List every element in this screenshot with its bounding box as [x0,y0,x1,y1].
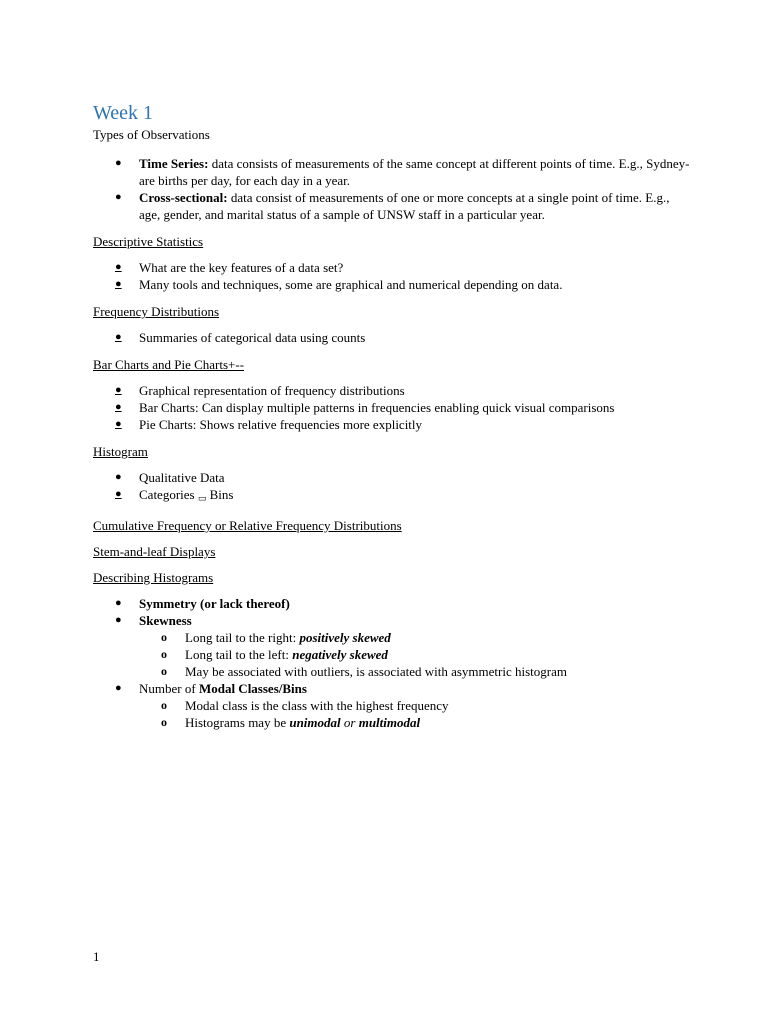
list-item: ● Qualitative Data [115,470,225,485]
subtitle: Types of Observations [93,127,210,142]
bullet-icon: ● [115,471,122,483]
list-item: ● What are the key features of a data set? [115,260,344,275]
list-item: o Histograms may be unimodal or multimodal [161,715,421,730]
section-heading: Descriptive Statistics [93,234,204,249]
sub-bullet-icon: o [161,630,167,644]
list-item: ● Number of Modal Classes/Bins o Modal class is the class with the highest frequency o Histograms may be unimodal or multimodal [93,680,693,731]
list-item: ● Categories ▭ Bins [115,487,234,503]
list-item: ● Many tools and techniques, some are graphical and numerical depending on data. [115,277,563,292]
section-heading: Bar Charts and Pie Charts+-- [93,357,245,372]
document-page [93,100,693,741]
sub-bullet-icon: o [161,698,167,712]
page-number: 1 [93,949,100,964]
list-item: ● Bar Charts: Can display multiple patterns in frequencies enabling quick visual comparisons [115,400,615,415]
frequency-list [93,329,693,346]
histogram-list [93,469,693,507]
list-item: o Long tail to the left: negatively skewed [161,647,388,662]
bullet-icon: ● [115,682,122,694]
list-item: ● Cross-sectional: data consist of measurements of one or more concepts at a single point of time. E.g., age, gender, and marital status of a sample of UNSW staff in a particular year. [115,190,670,222]
section-heading: Histogram [93,444,148,459]
list-item: ● Symmetry (or lack thereof) [115,596,290,611]
page-title: Week 1 [93,102,154,124]
bullet-icon: ● [115,331,122,343]
list-item: ● Pie Charts: Shows relative frequencies more explicitly [115,417,423,432]
bullet-icon: ● [115,418,122,430]
arrow-icon: ▭ [197,493,207,503]
list-item: ● Time Series: data consists of measurements of the same concept at different points of time. E.g., Sydney-are births per day, for each day in a year. [115,156,690,188]
descriptive-list [93,259,693,293]
bullet-icon: ● [115,384,122,396]
section-heading: Frequency Distributions [93,304,220,319]
bullet-icon: ● [115,614,122,626]
list-item: o Long tail to the right: positively skewed [161,630,391,645]
modal-sublist [139,697,693,731]
bullet-icon: ● [115,488,122,500]
bullet-icon: ● [115,401,122,413]
sub-bullet-icon: o [161,664,167,678]
sub-bullet-icon: o [161,647,167,661]
list-item: o Modal class is the class with the highest frequency [161,698,449,713]
list-item: o May be associated with outliers, is associated with asymmetric histogram [161,664,567,679]
list-item: ● Skewness o Long tail to the right: positively skewed o Long tail to the left: negatively skewed o May be associated with outliers, is associated with asymmetric histogram [93,612,693,680]
list-item: ● Graphical representation of frequency distributions [115,383,405,398]
section-heading: Describing Histograms [93,570,214,585]
bullet-icon: ● [115,191,122,203]
describing-list [93,595,693,731]
list-item: ● Summaries of categorical data using counts [115,330,366,345]
bullet-icon: ● [115,278,122,290]
section-heading: Stem-and-leaf Displays [93,544,216,559]
skewness-sublist [139,629,693,680]
observations-list [93,155,693,223]
barpie-list [93,382,693,433]
section-heading: Cumulative Frequency or Relative Frequency Distributions [93,518,402,533]
sub-bullet-icon: o [161,715,167,729]
bullet-icon: ● [115,261,122,273]
bullet-icon: ● [115,597,122,609]
bullet-icon: ● [115,157,122,169]
